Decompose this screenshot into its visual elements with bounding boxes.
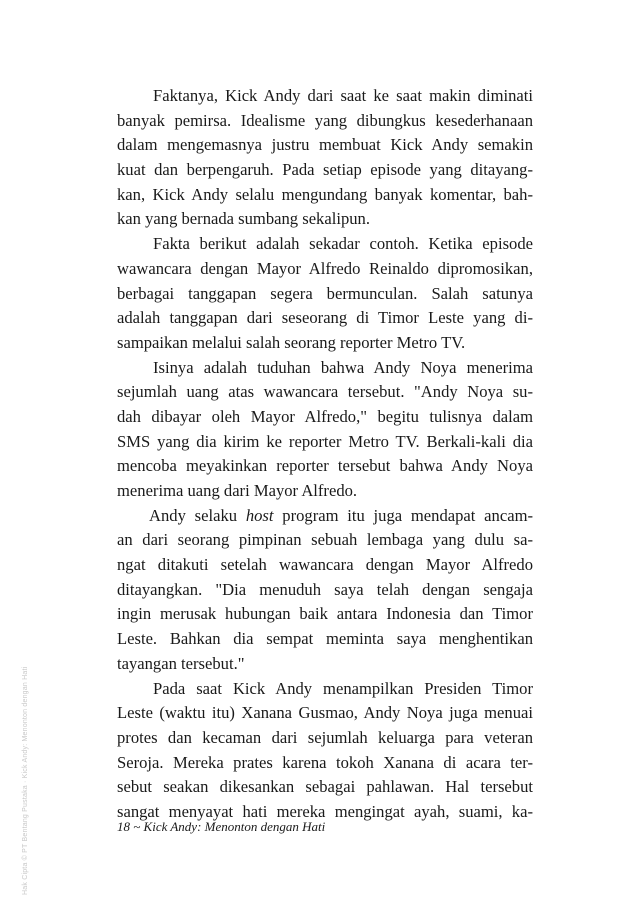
page-footer: 18 ~ Kick Andy: Menonton dengan Hati <box>117 819 326 834</box>
text-line: berbagai tanggapan segera bermunculan. Salah satunya <box>117 283 533 303</box>
page-body <box>117 84 533 825</box>
paragraph-1 <box>117 84 533 232</box>
text-line: sejumlah uang atas wawancara tersebut. "Andy Noya su- <box>117 382 533 402</box>
text-line: ngat ditakuti setelah wawancara dengan Mayor Alfredo <box>117 555 533 575</box>
text-line: Faktanya, Kick Andy dari saat ke saat makin diminati <box>153 86 533 105</box>
text-line: Fakta berikut adalah sekadar contoh. Ketika episode <box>153 234 533 254</box>
text-line: dalam mengemasnya justru membuat Kick Andy semakin <box>117 135 533 155</box>
text-run: program itu juga mendapat ancam- <box>273 505 533 525</box>
text-line: Leste. Bahkan dia sempat meminta saya menghentikan <box>117 629 533 649</box>
text-run: Andy selaku <box>149 505 246 525</box>
text-line: Pada saat Kick Andy menampilkan Presiden Timor <box>153 678 533 698</box>
text-line: ditayangkan. "Dia menuduh saya telah dengan sengaja <box>117 579 533 599</box>
text-line: Seroja. Mereka prates karena tokoh Xanana di acara ter- <box>117 752 533 772</box>
paragraph-4 <box>117 504 533 677</box>
text-line: Isinya adalah tuduhan bahwa Andy Noya menerima <box>153 357 533 377</box>
text-line: an dari seorang pimpinan sebuah lembaga yang dulu sa- <box>117 530 533 550</box>
text-line: menerima uang dari Mayor Alfredo. <box>117 481 358 500</box>
text-line: SMS yang dia kirim ke reporter Metro TV. Berkali-kali dia <box>117 431 533 451</box>
text-line: Leste (waktu itu) Xanana Gusmao, Andy Noya juga menuai <box>117 703 533 723</box>
text-line: sebut seakan dikesankan sebagai pahlawan. Hal tersebut <box>117 777 533 797</box>
text-line: protes dan kecaman dari sejumlah keluarga para veteran <box>117 727 533 747</box>
text-line: kan yang bernada sumbang sekalipun. <box>117 209 370 229</box>
text-line: ingin merusak hubungan baik antara Indonesia dan Timor <box>117 604 533 624</box>
text-line: wawancara dengan Mayor Alfredo Reinaldo dipromosikan, <box>117 258 533 278</box>
copyright-watermark: Hak Cipta © PT Bentang Pustaka · Kick Andy: Menonton dengan Hati <box>22 666 29 895</box>
paragraph-2 <box>117 232 533 355</box>
text-line: adalah tanggapan dari seseorang di Timor Leste yang di- <box>117 308 533 328</box>
paragraph-5 <box>117 677 533 825</box>
text-line: kuat dan berpengaruh. Pada setiap episode yang ditayang- <box>117 160 533 180</box>
text-line: tayangan tersebut." <box>117 653 245 673</box>
text-line: sampaikan melalui salah seorang reporter Metro TV. <box>117 332 466 352</box>
text-line <box>117 504 533 529</box>
text-line: dah dibayar oleh Mayor Alfredo," begitu tulisnya dalam <box>117 406 533 426</box>
text-line: banyak pemirsa. Idealisme yang dibungkus kesederhanaan <box>117 110 533 130</box>
text-line: sangat menyayat hati mereka mengingat ayah, suami, ka- <box>117 801 533 821</box>
text-line: kan, Kick Andy selalu mengundang banyak komentar, bah- <box>117 184 533 204</box>
paragraph-3 <box>117 356 533 504</box>
italic-term: host <box>245 505 274 525</box>
text-line: mencoba meyakinkan reporter tersebut bahwa Andy Noya <box>117 456 533 476</box>
